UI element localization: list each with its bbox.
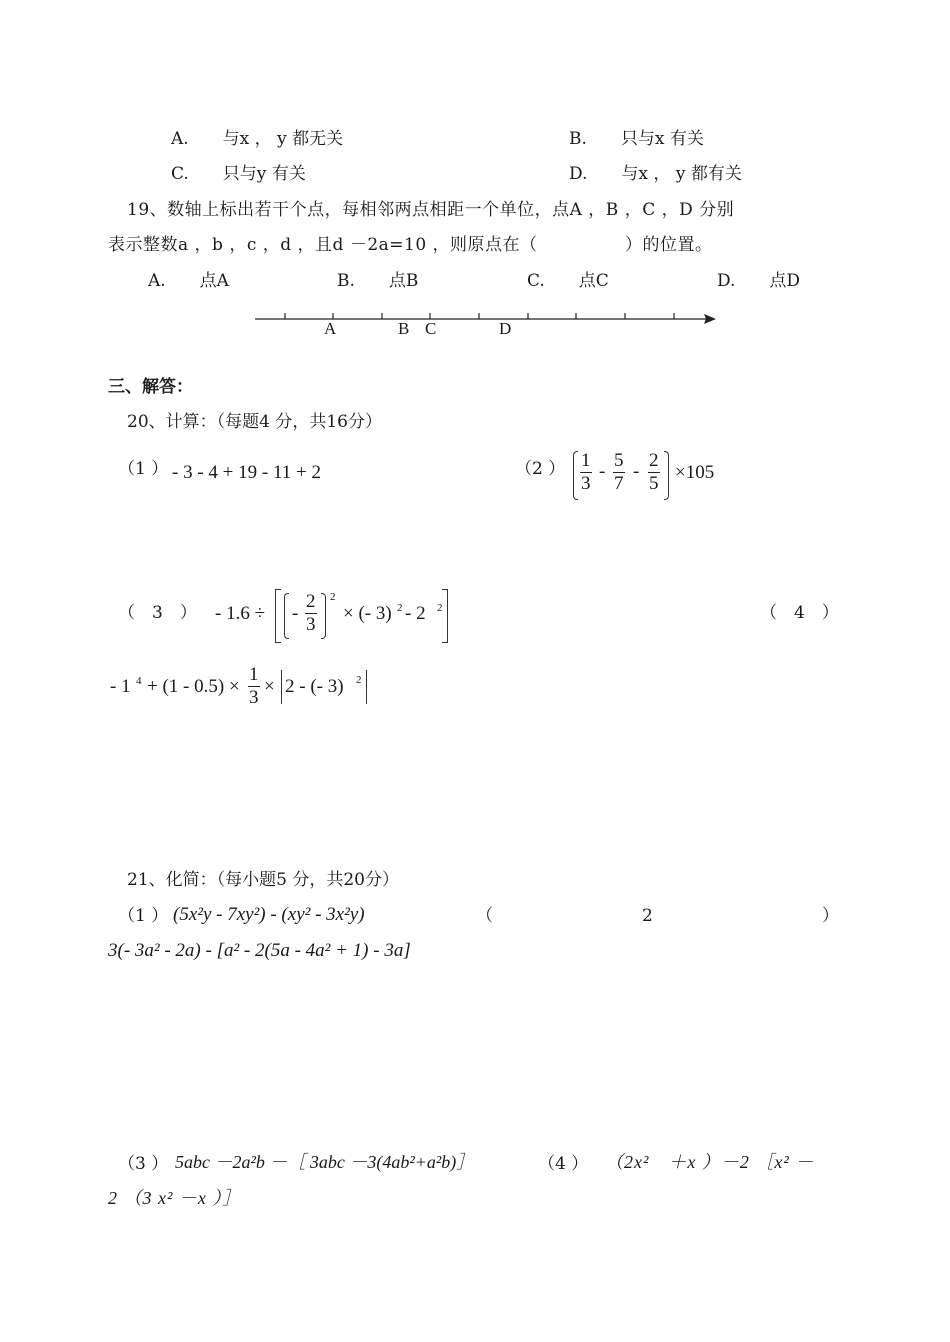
q20-p3-term-d: - 2 — [405, 603, 426, 624]
q20-p3-term-a: - 1.6 ÷ — [215, 603, 266, 624]
q20-p3-close-bracket — [442, 589, 448, 643]
q19-question-line2: 表示整数a ，b ，c ，d ，且d －2a=10 ，则原点在（ ）的位置。 — [108, 235, 713, 255]
q20-p4-times: × — [264, 676, 275, 697]
q20-p2-minus-1: - — [599, 461, 606, 482]
axis-label-b: B — [398, 319, 410, 338]
axis-label-a: A — [324, 319, 337, 338]
q20-p3-open-bracket — [275, 589, 281, 643]
q19-question-line1: 19、数轴上标出若干个点，每相邻两点相距一个单位，点A ，B ，C ，D 分别 — [127, 200, 735, 220]
q18-option-c: C. 只与y 有关 — [171, 164, 306, 184]
q18-option-b: B. 只与x 有关 — [569, 129, 704, 149]
q20-p4-exponent-4: 4 — [136, 675, 142, 687]
q21-p2-number: 2 — [642, 906, 653, 926]
q21-heading: 21、化简：（每小题5 分，共20分） — [127, 870, 399, 890]
q20-p2-fraction-3: $\frac{2}{5}$ — [649, 450, 659, 494]
q20-p2-fraction-2: $\frac{5}{7}$ — [614, 450, 624, 494]
q20-p2-open-paren — [573, 451, 578, 500]
q20-p4-term-d: 2 - (- 3) — [285, 676, 344, 697]
q21-p1-expression: (5x²y - 7xy²) - (xy² - 3x²y) — [173, 904, 365, 925]
q20-p1-expression: - 3 - 4 + 19 - 11 + 2 — [172, 462, 321, 483]
q20-heading: 20、计算：（每题4 分，共16分） — [127, 412, 382, 432]
q21-p3-label: （3 ） — [118, 1154, 169, 1174]
q20-p2-fraction-1: $\frac{1}{3}$ — [581, 450, 591, 494]
q19-option-c: C. 点C — [527, 271, 609, 291]
q20-p3-fraction: $\frac{2}{3}$ — [306, 591, 316, 635]
q21-p2-close: ） — [822, 906, 839, 926]
q20-p4-exponent-2: 2 — [356, 674, 362, 686]
q20-p3-exponent-3: 2 — [437, 602, 443, 614]
q20-p2-minus-2: - — [633, 461, 640, 482]
axis-label-d: D — [499, 319, 512, 338]
q21-p1-label: （1 ） — [118, 906, 169, 926]
q20-p2-close-paren — [664, 451, 669, 500]
q20-p4-abs-right — [366, 670, 367, 704]
q21-p2-expression: 3(- 3a² - 2a) - [a² - 2(5a - 4a² + 1) - 3a] — [108, 940, 411, 961]
q20-p3-minus: - — [292, 603, 299, 624]
q20-p4-label: （ 4 ） — [760, 603, 839, 623]
q21-p4-label: （4 ） — [538, 1154, 589, 1174]
q20-p3-close-paren — [321, 593, 326, 639]
q20-p3-exponent-1: 2 — [330, 591, 336, 603]
q20-p4-term-b: + (1 - 0.5) × — [147, 676, 240, 697]
q18-option-a: A. 与x ， y 都无关 — [171, 129, 344, 149]
q20-p3-term-c: × (- 3) — [343, 603, 392, 624]
q20-p1-label: （1 ） — [118, 459, 169, 479]
axis-label-c: C — [425, 319, 437, 338]
section-title: 三、解答： — [108, 377, 193, 397]
q20-p3-open-paren — [284, 593, 289, 639]
q21-p3-expression: 5abc －2a²b －［ 3abc －3(4ab²+a²b)］ — [175, 1152, 475, 1172]
q19-option-a: A. 点A — [148, 271, 229, 291]
number-line — [0, 300, 950, 360]
q18-option-d: D. 与x ， y 都有关 — [569, 164, 742, 184]
q21-p4-expression-line1: （2x² ＋x ）－2 ［x² － — [605, 1152, 815, 1172]
q20-p4-term-a: - 1 — [110, 676, 131, 697]
q20-p4-fraction: $\frac{1}{3}$ — [249, 664, 259, 708]
q19-option-d: D. 点D — [717, 271, 801, 291]
q20-p3-label: （ 3 ） — [118, 603, 197, 623]
q20-p2-label: （2 ） — [515, 459, 566, 479]
q20-p4-abs-left — [281, 670, 282, 704]
q21-p2-open: （ — [476, 906, 493, 926]
q20-p2-tail: ×105 — [675, 462, 715, 483]
q20-p3-exponent-2: 2 — [397, 602, 403, 614]
q21-p4-expression-line2: 2 （3 x² －x ）］ — [108, 1188, 242, 1208]
q19-option-b: B. 点B — [337, 271, 419, 291]
